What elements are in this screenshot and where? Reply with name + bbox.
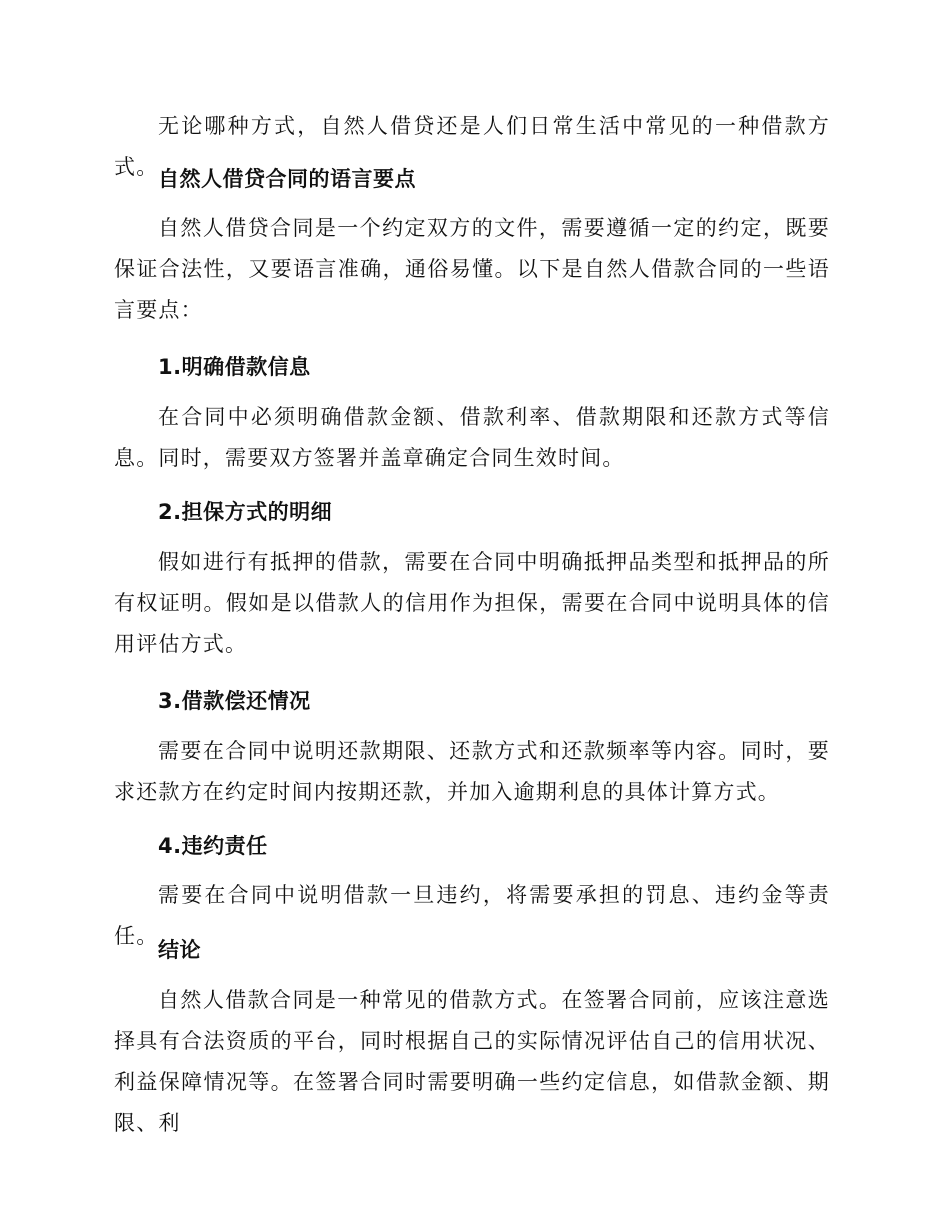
paragraph-conclusion: 自然人借款合同是一种常见的借款方式。在签署合同前，应该注意选择具有合法资质的平台，同时根据自己的实际情况评估自己的信用状况、利益保障情况等。在签署合同时需要明确一些约定信息，如借款金额、期限、利 (114, 988, 830, 1135)
paragraph-default-liability: 需要在合同中说明借款一旦违约，将需要承担的罚息、违约金等责任。 (114, 883, 830, 948)
paragraph-intro: 无论哪种方式，自然人借贷还是人们日常生活中常见的一种借款方式。 (114, 114, 830, 179)
heading-repayment: 3.借款偿还情况 (158, 689, 311, 713)
heading-conclusion: 结论 (158, 938, 201, 962)
paragraph-repayment: 需要在合同中说明还款期限、还款方式和还款频率等内容。同时，要求还款方在约定时间内按期还款，并加入逾期利息的具体计算方式。 (114, 739, 830, 804)
paragraph-loan-info: 在合同中必须明确借款金额、借款利率、借款期限和还款方式等信息。同时，需要双方签署并盖章确定合同生效时间。 (114, 405, 830, 470)
heading-guarantee: 2.担保方式的明细 (158, 500, 333, 524)
heading-loan-info: 1.明确借款信息 (158, 355, 311, 379)
paragraph-language-points: 自然人借贷合同是一个约定双方的文件，需要遵循一定的约定，既要保证合法性，又要语言准确，通俗易懂。以下是自然人借款合同的一些语言要点： (114, 216, 830, 322)
paragraph-guarantee: 假如进行有抵押的借款，需要在合同中明确抵押品类型和抵押品的所有权证明。假如是以借款人的信用作为担保，需要在合同中说明具体的信用评估方式。 (114, 550, 830, 656)
heading-default-liability: 4.违约责任 (158, 834, 268, 858)
heading-language-points: 自然人借贷合同的语言要点 (158, 167, 416, 191)
